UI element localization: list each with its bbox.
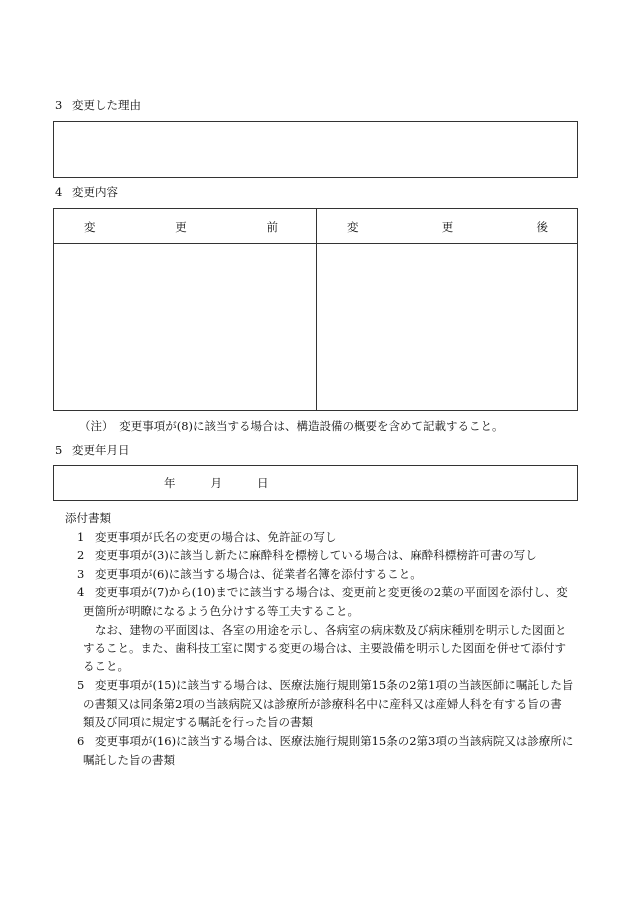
before-change-cell[interactable] xyxy=(54,244,316,410)
header-char: 変 xyxy=(347,219,359,234)
header-char: 更 xyxy=(175,219,187,234)
attachment-item-number: 2 xyxy=(77,548,85,562)
attachments-title: 添付書類 xyxy=(65,511,111,525)
year-label: 年 xyxy=(164,476,176,490)
header-char: 後 xyxy=(536,219,548,234)
header-char: 更 xyxy=(441,219,454,234)
section4-number: 4 xyxy=(55,185,63,199)
section5-title: 変更年月日 xyxy=(72,443,130,457)
before-change-header xyxy=(54,209,316,244)
attachment-item-number: 6 xyxy=(77,734,85,748)
attachment-item-number: 1 xyxy=(77,530,85,544)
attachment-item-text: 変更事項が(15)に該当する場合は、医療法施行規則第15条の2第1項の当該医師に嘱託した旨 xyxy=(95,678,574,692)
attachment-item-text: 変更事項が(16)に該当する場合は、医療法施行規則第15条の2第3項の当該病院又は診療所に xyxy=(95,734,574,748)
note-text: （注） 変更事項が(8)に該当する場合は、構造設備の概要を含めて記載すること。 xyxy=(79,419,504,433)
section3-number: 3 xyxy=(55,98,63,112)
attachment-item-text: 変更事項が(7)から(10)までに該当する場合は、変更前と変更後の2葉の平面図を添付し、変 xyxy=(95,585,568,599)
attachment-item-text: ること。 xyxy=(83,659,129,673)
section5-number: 5 xyxy=(55,443,63,457)
attachment-item-text: 類及び同項に規定する嘱託を行った旨の書類 xyxy=(83,715,313,729)
change-reason-field[interactable] xyxy=(53,121,578,178)
after-change-cell[interactable] xyxy=(317,244,577,410)
attachment-item-text: 嘱託した旨の書類 xyxy=(83,753,175,767)
attachment-item-text: の書類又は同条第2項の当該病院又は診療所が診療科名中に産科又は産婦人科を有する旨の書 xyxy=(83,697,562,711)
day-label: 日 xyxy=(257,476,269,490)
attachment-item-text: 変更事項が(6)に該当する場合は、従業者名簿を添付すること。 xyxy=(95,567,422,581)
attachment-item-text: なお、建物の平面図は、各室の用途を示し、各病室の病床数及び病床種別を明示した図面と xyxy=(95,623,567,637)
section3-title: 変更した理由 xyxy=(72,98,141,112)
attachment-item-number: 5 xyxy=(77,678,85,692)
attachment-item-text: 変更事項が氏名の変更の場合は、免許証の写し xyxy=(95,530,337,544)
attachment-item-number: 3 xyxy=(77,567,85,581)
section4-title: 変更内容 xyxy=(72,185,118,199)
header-char: 前 xyxy=(266,219,278,234)
attachment-item-text: 変更事項が(3)に該当し新たに麻酔科を標榜している場合は、麻酔科標榜許可書の写し xyxy=(95,548,537,562)
attachment-item-text: 更箇所が明瞭になるよう色分けする等工夫すること。 xyxy=(83,604,359,618)
month-label: 月 xyxy=(210,476,222,490)
change-date-field[interactable] xyxy=(53,465,578,501)
date-units xyxy=(164,476,269,490)
after-change-header xyxy=(317,209,578,244)
header-char: 変 xyxy=(84,219,96,234)
attachment-item-number: 4 xyxy=(77,585,85,599)
attachment-item-text: すること。また、歯科技工室に関する変更の場合は、主要設備を明示した図面を併せて添付す xyxy=(83,641,566,655)
change-content-table xyxy=(53,208,578,411)
